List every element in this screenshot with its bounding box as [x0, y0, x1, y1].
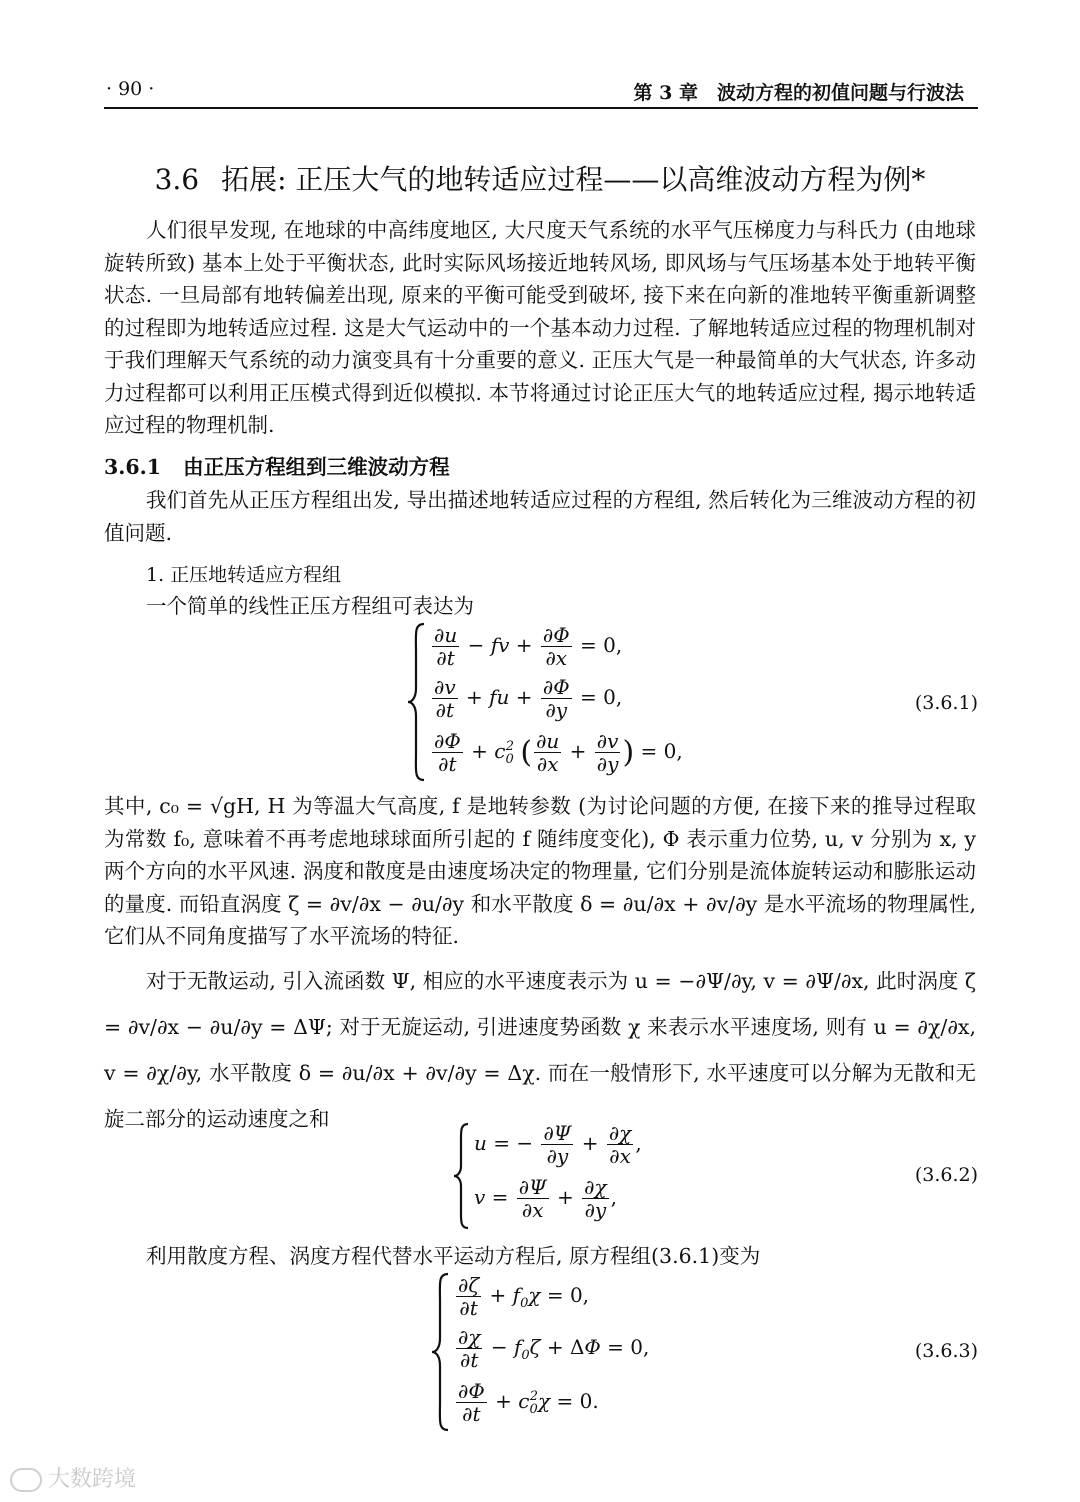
eq3-line1: $\frac{\partial\zeta}{\partial t}$ + $f_0\chi = 0$, [458, 1273, 590, 1320]
eq1-rhs3: = 0, [640, 739, 683, 763]
eq1-brace [406, 622, 428, 782]
item-title: 1. 正压地转适应方程组 [146, 564, 342, 586]
eq2-brace [452, 1122, 472, 1230]
eq3-line3: $\frac{\partial\Phi}{\partial t}$ + $c_0^2\chi = 0$. [458, 1379, 599, 1426]
eq1-rhs2: = 0, [580, 685, 623, 709]
para-streamfunction: 对于无散运动, 引入流函数 Ψ, 相应的水平速度表示为 u = −∂Ψ/∂y, v = ∂Ψ/∂x, 此时涡度 ζ = ∂v/∂x − ∂u/∂y = ΔΨ; 对于无旋运动, 引进速度势函数 χ 来表示水平速度场, 则有 u = ∂χ/∂x, v = ∂χ/∂y, 水平散度 δ = ∂u/∂x + ∂v/∂y = Δχ. 而在一般情形下, 水平速度可以分解为无散和无旋二部分的运动速度之和 [104, 969, 976, 1131]
eq1-rhs1: = 0, [580, 633, 623, 657]
subsection-paragraph: 我们首先从正压方程组出发, 导出描述地转适应过程的方程组, 然后转化为三维波动方程的初值问题. [104, 488, 976, 545]
eq1-line3: $\frac{\partial\Phi}{\partial t}$ + $c_0^2$ ( $\frac{\partial u}{\partial x}$ + $\frac{\partial v}{\partial y}$ ) = 0, [434, 729, 683, 776]
eq3-number: (3.6.3) [914, 1340, 978, 1362]
eq3-brace [430, 1272, 452, 1432]
header-rule [104, 107, 978, 109]
watermark-text: 大数跨境 [48, 1467, 137, 1492]
eq1-number: (3.6.1) [914, 692, 978, 714]
section-title-text: 拓展: 正压大气的地转适应过程——以高维波动方程为例* [221, 163, 926, 196]
watermark [10, 1462, 136, 1493]
watermark-logo-icon [10, 1468, 42, 1492]
subsection-title [104, 450, 450, 480]
page-number: · 90 · [106, 78, 155, 100]
eq3-line2: $\frac{\partial\chi}{\partial t}$ − $f_0\zeta + \Delta\Phi = 0$, [458, 1325, 650, 1372]
chapter-header: 第 3 章 波动方程的初值问题与行波法 [633, 82, 964, 104]
section-title [0, 158, 1080, 198]
para-after-eq1: 其中, c₀ = √gH, H 为等温大气高度, f 是地转参数 (为讨论问题的方便, 在接下来的推导过程取为常数 f₀, 意味着不再考虑地球球面所引起的 f 随纬度变化), Φ 表示重力位势, u, v 分别为 x, y 两个方向的水平风速. 涡度和散度是由速度场决定的物理量, 它们分别是流体旋转运动和膨胀运动的量度. 而铅直涡度 ζ = ∂v/∂x − ∂u/∂y 和水平散度 δ = ∂u/∂x + ∂v/∂y 是水平流场的物理属性, 它们从不同角度描写了水平流场的特征. [104, 794, 976, 948]
para-before-eq3: 利用散度方程、涡度方程代替水平运动方程后, 原方程组(3.6.1)变为 [146, 1244, 761, 1268]
intro-paragraph: 人们很早发现, 在地球的中高纬度地区, 大尺度天气系统的水平气压梯度力与科氏力 (由地球旋转所致) 基本上处于平衡状态, 此时实际风场接近地转风场, 即风场与气压场基本处于地转平衡状态. 一旦局部有地转偏差出现, 原来的平衡可能受到破坏, 接下来在向新的准地转平衡重新调整的过程即为地转适应过程. 这是大气运动中的一个基本动力过程. 了解地转适应过程的物理机制对于我们理解天气系统的动力演变具有十分重要的意义. 正压大气是一种最简单的大气状态, 许多动力过程都可以利用正压模式得到近似模拟. 本节将通过讨论正压大气的地转适应过程, 揭示地转适应过程的物理机制. [104, 218, 976, 437]
item-lead: 一个简单的线性正压方程组可表达为 [146, 594, 474, 618]
eq1-line2: $\frac{\partial v}{\partial t}$ + fu + $\frac{\partial\Phi}{\partial y}$ = 0, [434, 675, 623, 722]
subsection-number: 3.6.1 [104, 455, 162, 479]
eq1-line1: $\frac{\partial u}{\partial t}$ − fv + $\frac{\partial\Phi}{\partial x}$ = 0, [434, 623, 623, 670]
subsection-title-text: 由正压方程组到三维波动方程 [183, 455, 450, 479]
eq2-number: (3.6.2) [914, 1164, 978, 1186]
eq2-line1: u = − $\frac{\partial\Psi}{\partial y}$ + $\frac{\partial\chi}{\partial x}$ , [474, 1121, 642, 1168]
eq2-line2: v = $\frac{\partial\Psi}{\partial x}$ + $\frac{\partial\chi}{\partial y}$ , [474, 1175, 617, 1222]
section-number: 3.6 [154, 163, 200, 196]
